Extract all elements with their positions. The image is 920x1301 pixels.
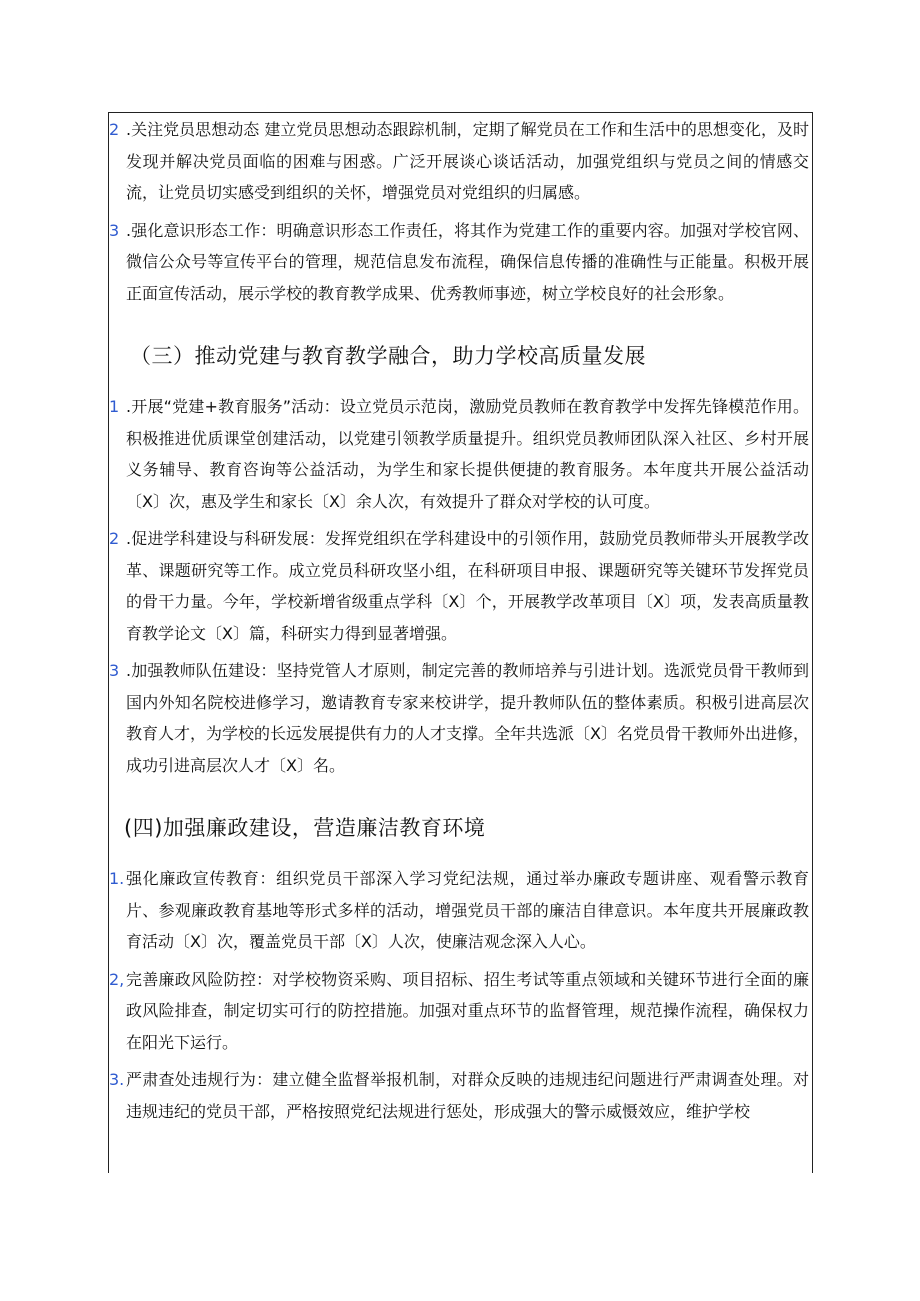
item-number: 2 bbox=[109, 529, 120, 548]
list-item bbox=[108, 114, 809, 209]
list-item bbox=[108, 391, 809, 517]
item-number: 1 bbox=[109, 397, 120, 416]
document-body bbox=[108, 114, 809, 1133]
item-text: .加强教师队伍建设：坚持党管人才原则，制定完善的教师培养与引进计划。选派党员骨干教师到国内外知名院校进修学习，邀请教育专家来校讲学，提升教师队伍的整体素质。积极引进高层次教育人才，为学校的长远发展提供有力的人才支撑。全年共选派〔X〕名党员骨干教师外出进修，成功引进高层次人才〔X〕名。 bbox=[126, 661, 809, 775]
item-number: 3. bbox=[109, 1070, 125, 1089]
item-text: 完善廉政风险防控：对学校物资采购、项目招标、招生考试等重点领域和关键环节进行全面的廉政风险排查，制定切实可行的防控措施。加强对重点环节的监督管理，规范操作流程，确保权力在阳光下运行。 bbox=[126, 969, 809, 1052]
list-item bbox=[108, 964, 809, 1059]
item-number: 3 bbox=[109, 661, 120, 680]
item-text: 强化廉政宣传教育：组织党员干部深入学习党纪法规，通过举办廉政专题讲座、观看警示教育片、参观廉政教育基地等形式多样的活动，增强党员干部的廉洁自律意识。本年度共开展廉政教育活动〔X〕次，覆盖党员干部〔X〕人次，使廉洁观念深入人心。 bbox=[126, 869, 809, 951]
item-text: 严肃查处违规行为：建立健全监督举报机制，对群众反映的违规违纪问题进行严肃调查处理。对违规违纪的党员干部，严格按照党纪法规进行惩处，形成强大的警示威慑效应，维护学校 bbox=[126, 1070, 809, 1121]
list-item bbox=[108, 215, 809, 310]
list-item bbox=[108, 1064, 809, 1127]
list-item bbox=[108, 523, 809, 649]
section-heading-3: （三）推动党建与教育教学融合，助力学校高质量发展 bbox=[130, 344, 646, 368]
item-text: .促进学科建设与科研发展：发挥党组织在学科建设中的引领作用，鼓励党员教师带头开展教学改革、课题研究等工作。成立党员科研攻坚小组，在科研项目申报、课题研究等关键环节发挥党员的骨干力量。今年，学校新增省级重点学科〔X〕个，开展教学改革项目〔X〕项，发表高质量教育教学论文〔X〕篇，科研实力得到显著增强。 bbox=[126, 529, 809, 643]
list-item bbox=[108, 863, 809, 958]
list-item bbox=[108, 655, 809, 781]
item-number: 3 bbox=[109, 220, 120, 240]
item-text: .强化意识形态工作：明确意识形态工作责任，将其作为党建工作的重要内容。加强对学校官网、微信公众号等宣传平台的管理，规范信息发布流程，确保信息传播的准确性与正能量。积极开展正面宣传活动，展示学校的教育教学成果、优秀教师事迹，树立学校良好的社会形象。 bbox=[126, 220, 809, 303]
section-heading-4: (四)加强廉政建设，营造廉洁教育环境 bbox=[124, 816, 486, 840]
item-number: 2 bbox=[109, 120, 120, 139]
item-number: 2, bbox=[109, 969, 125, 989]
item-text: .开展“党建+教育服务”活动：设立党员示范岗，激励党员教师在教育教学中发挥先锋模范作用。积极推进优质课堂创建活动，以党建引领教学质量提升。组织党员教师团队深入社区、乡村开展义务辅导、教育咨询等公益活动，为学生和家长提供便捷的教育服务。本年度共开展公益活动〔X〕次，惠及学生和家长〔X〕余人次，有效提升了群众对学校的认可度。 bbox=[126, 397, 809, 511]
item-text: .关注党员思想动态 建立党员思想动态跟踪机制，定期了解党员在工作和生活中的思想变化，及时发现并解决党员面临的困难与困惑。广泛开展谈心谈话活动，加强党组织与党员之间的情感交流，让党员切实感受到组织的关怀，增强党员对党组织的归属感。 bbox=[126, 120, 809, 202]
item-number: 1. bbox=[109, 869, 125, 888]
